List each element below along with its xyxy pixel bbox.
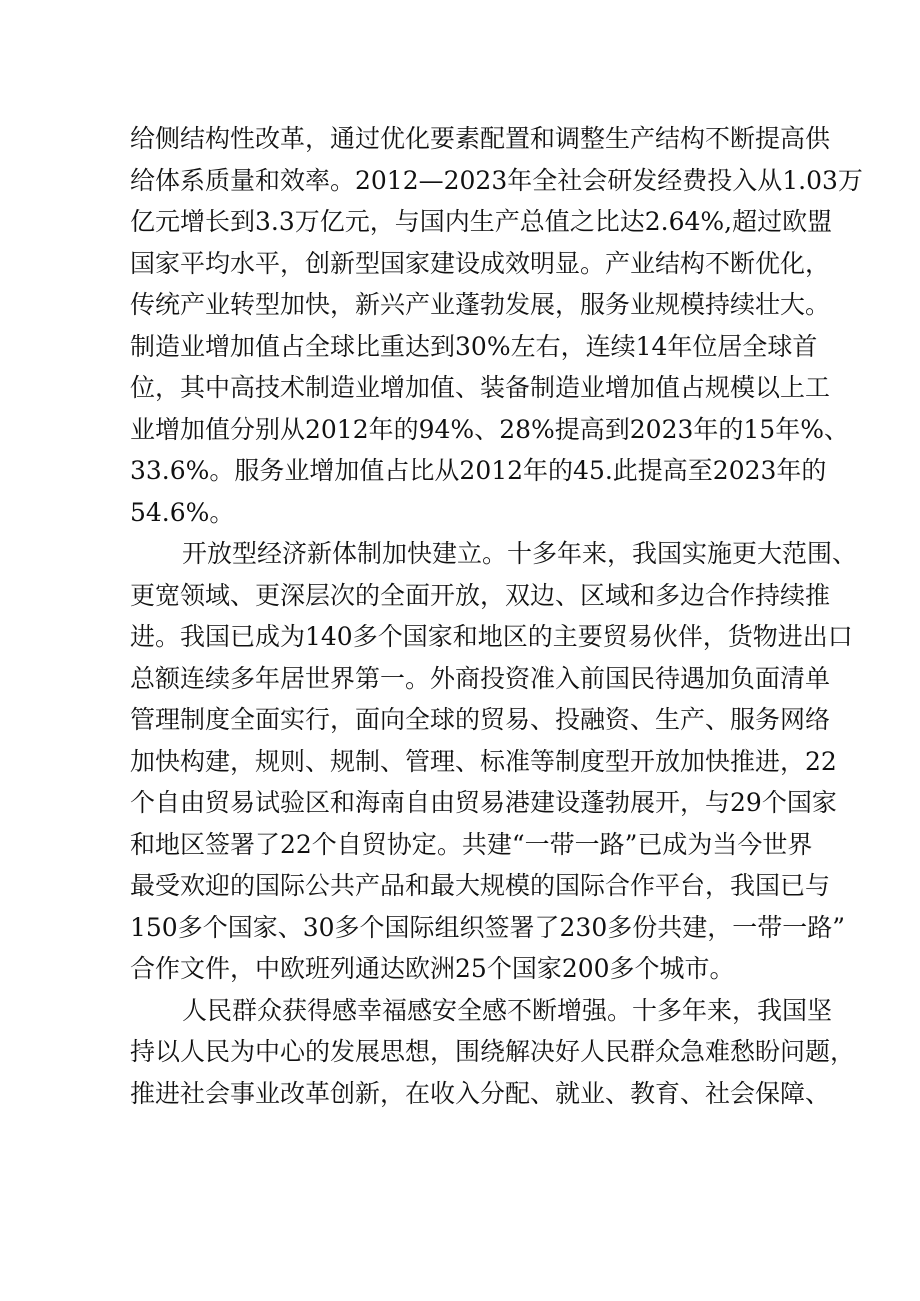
text-line-18: 和地区签署了22个自贸协定。共建“一带一路”已成为当今世界 [130, 829, 813, 859]
text-line-5: 传统产业转型加快，新兴产业蓬勃发展，服务业规模持续壮大。 [130, 290, 831, 319]
text-line-9: 33.6%。服务业增加值占比从2012年的45.此提高至2023年的 [130, 456, 827, 485]
text-line-23: 持以人民为中心的发展思想，围绕解决好人民群众急难愁盼问题， [130, 1037, 856, 1066]
text-line-19: 最受欢迎的国际公共产品和最大规模的国际合作平台，我国已与 [130, 871, 831, 900]
text-line-14: 总额连续多年居世界第一。外商投资准入前国民待遇加负面清单 [130, 663, 831, 693]
text-line-17: 个自由贸易试验区和海南自由贸易港建设蓬勃展开，与29个国家 [130, 788, 837, 817]
text-line-21: 合作文件，中欧班列通达欧洲25个国家200多个城市。 [130, 954, 735, 983]
text-line-15: 管理制度全面实行，面向全球的贸易、投融资、生产、服务网络 [130, 705, 831, 734]
text-line-3: 亿元增长到3.3万亿元，与国内生产总值之比达2.64%,超过欧盟 [130, 207, 833, 236]
text-line-13: 进。我国已成为140多个国家和地区的主要贸易伙伴，货物进出口 [130, 622, 853, 651]
document-body [130, 118, 863, 1114]
paragraph-open-economy-start: 开放型经济新体制加快建立。十多年来，我国实施更大范围、 [182, 539, 858, 568]
text-line-7: 位，其中高技术制造业增加值、装备制造业增加值占规模以上工 [130, 373, 831, 402]
text-line-24: 推进社会事业改革创新，在收入分配、就业、教育、社会保障、 [130, 1078, 831, 1108]
paragraph-people-start: 人民群众获得感幸福感安全感不断增强。十多年来，我国坚 [182, 995, 833, 1025]
text-line-16: 加快构建，规则、规制、管理、标准等制度型开放加快推进，22 [130, 746, 837, 776]
text-line-20: 150多个国家、30多个国际组织签署了230多份共建，一带一路” [130, 912, 846, 942]
text-line-6: 制造业增加值占全球比重达到30%左右，连续14年位居全球首 [130, 331, 818, 361]
text-line-12: 更宽领域、更深层次的全面开放，双边、区域和多边合作持续推 [130, 580, 831, 610]
text-line-10: 54.6%。 [130, 497, 235, 527]
text-line-8: 业增加值分别从2012年的94%、28%提高到2023年的15年%、 [130, 414, 849, 444]
text-line-2: 给体系质量和效率。2012—2023年全社会研发经费投入从1.03万 [130, 165, 863, 195]
text-line-1: 给侧结构性改革，通过优化要素配置和调整生产结构不断提高供 [130, 124, 831, 153]
text-line-4: 国家平均水平，创新型国家建设成效明显。产业结构不断优化， [130, 248, 831, 278]
